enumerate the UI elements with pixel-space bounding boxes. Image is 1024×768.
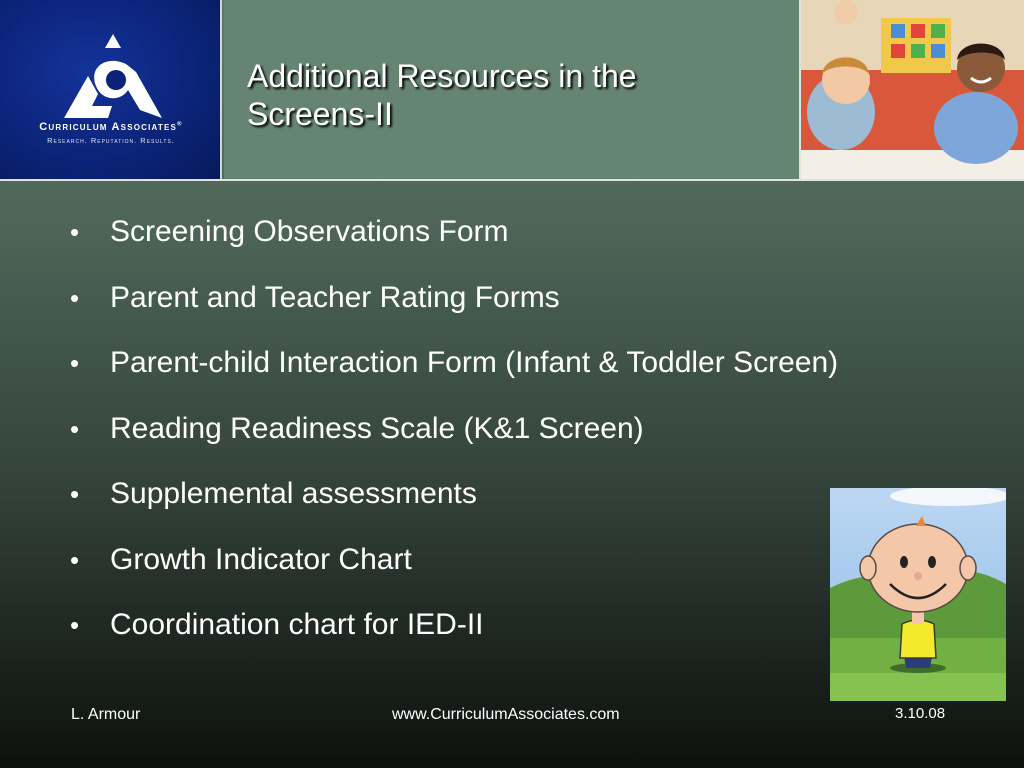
bullet-icon: • [70,610,80,640]
list-item [70,606,838,672]
footer-author: L. Armour [71,706,141,723]
slide-title: Additional Resources in the Screens-II [247,58,637,132]
bullet-icon: • [70,282,80,313]
children-classroom-photo-icon [799,0,1024,179]
logo-tagline: Research. Reputation. Results. [47,136,175,145]
bullet-icon: • [70,217,80,247]
list-item [70,213,838,279]
bullet-icon: • [70,479,80,509]
list-item [70,410,838,476]
bullet-icon: • [70,544,80,575]
list-item [70,279,838,345]
registered-mark: ® [177,121,183,128]
curriculum-associates-logo-icon [58,34,168,120]
list-item-label: Coordination chart for IED-II [110,608,484,641]
list-item-label: Reading Readiness Scale (K&1 Screen) [110,411,644,445]
resource-list [70,213,838,672]
footer-date: 3.10.08 [895,705,946,722]
logo-panel [0,0,222,179]
list-item-label: Growth Indicator Chart [110,542,412,576]
list-item-label: Screening Observations Form [110,215,509,248]
list-item-label: Supplemental assessments [110,477,477,510]
title-panel [224,0,799,179]
list-item [70,541,838,607]
bullet-icon: • [70,413,80,444]
list-item-label: Parent-child Interaction Form (Infant & Toddler Screen) [110,346,839,379]
header-divider [0,179,1024,181]
footer-website: www.CurriculumAssociates.com [392,706,620,723]
smiling-boy-cartoon-icon [830,488,1006,701]
list-item [70,475,838,541]
list-item-label: Parent and Teacher Rating Forms [110,280,560,314]
list-item [70,344,838,410]
logo-name: Curriculum Associates® [39,121,183,133]
bullet-icon: • [70,348,80,378]
